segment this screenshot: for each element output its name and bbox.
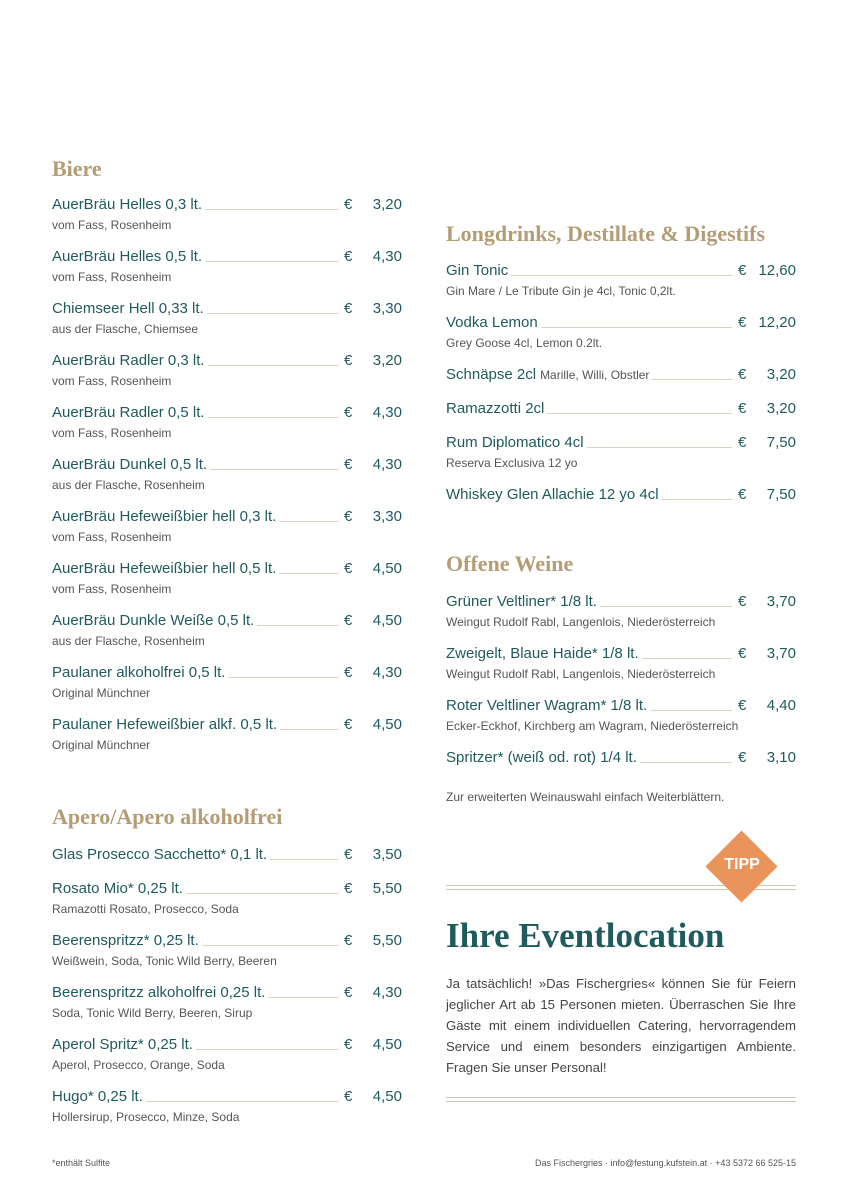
- currency-symbol: €: [344, 1036, 353, 1053]
- menu-item: [446, 432, 796, 484]
- currency-symbol: €: [344, 1088, 353, 1105]
- section-weine: [446, 549, 796, 766]
- item-price: 3,20: [766, 366, 796, 383]
- menu-item: [52, 1086, 402, 1138]
- menu-item: [446, 747, 796, 781]
- item-description: vom Fass, Rosenheim: [52, 218, 172, 232]
- menu-item-row: [446, 484, 796, 506]
- item-note: Marille, Willi, Obstler: [540, 368, 650, 382]
- item-price: 4,50: [372, 1036, 402, 1053]
- menu-item: [52, 350, 402, 402]
- menu-item: [446, 312, 796, 364]
- item-name: Rum Diplomatico 4cl: [446, 434, 584, 451]
- item-name: AuerBräu Radler 0,5 lt.: [52, 404, 205, 421]
- item-description: Grey Goose 4cl, Lemon 0.2lt.: [446, 336, 603, 350]
- menu-item-row: [446, 312, 796, 334]
- item-description: Aperol, Prosecco, Orange, Soda: [52, 1058, 225, 1072]
- item-name: Schnäpse 2cl: [446, 366, 537, 383]
- leader-line: [202, 944, 338, 946]
- item-price: 4,40: [766, 697, 796, 714]
- leader-line: [208, 416, 338, 418]
- item-name: Whiskey Glen Allachie 12 yo 4cl: [446, 486, 659, 503]
- item-price: 4,50: [372, 560, 402, 577]
- item-list: [446, 260, 796, 518]
- item-name: Beerenspritzz* 0,25 lt.: [52, 932, 199, 949]
- item-price: 3,30: [372, 508, 402, 525]
- item-price: 4,30: [372, 404, 402, 421]
- item-name: Paulaner Hefeweißbier alkf. 0,5 lt.: [52, 716, 278, 733]
- leader-line: [279, 520, 338, 522]
- item-price: 4,30: [372, 456, 402, 473]
- menu-item: [52, 454, 402, 506]
- leader-line: [541, 326, 732, 328]
- leader-line: [146, 1100, 338, 1102]
- item-name: Hugo* 0,25 lt.: [52, 1088, 143, 1105]
- leader-line: [640, 761, 732, 763]
- menu-item: [446, 398, 796, 432]
- menu-item: [52, 662, 402, 714]
- menu-item-row: [52, 506, 402, 528]
- footer-contact: Das Fischergries · info@festung.kufstein.at · +43 5372 66 525-15: [534, 1158, 796, 1168]
- item-price: 12,20: [758, 314, 796, 331]
- item-description: vom Fass, Rosenheim: [52, 582, 172, 596]
- item-name: Aperol Spritz* 0,25 lt.: [52, 1036, 193, 1053]
- currency-symbol: €: [738, 593, 747, 610]
- event-text: Ja tatsächlich! »Das Fischergries« können Sie für Feiern jeglicher Art ab 15 Personen mieten. Überraschen Sie Ihre Gäste mit einem individuellen Catering, hervorragendem Service und einem besonders einzigartigen Ambiente. Fragen Sie unser Personal!: [446, 976, 796, 1075]
- item-list: [52, 844, 402, 1138]
- section-apero: [52, 802, 402, 1124]
- currency-symbol: €: [738, 486, 747, 503]
- item-price: 5,50: [372, 880, 402, 897]
- leader-line: [257, 624, 338, 626]
- menu-item-row: [52, 558, 402, 580]
- item-description: Reserva Exclusiva 12 yo: [446, 456, 578, 470]
- menu-item-row: [52, 1086, 402, 1108]
- menu-item-row: [52, 982, 402, 1004]
- menu-item-row: [52, 662, 402, 684]
- item-price: 7,50: [766, 486, 796, 503]
- footer-note: *enthält Sulfite: [52, 1158, 111, 1168]
- leader-line: [547, 412, 732, 414]
- item-description: aus der Flasche, Chiemsee: [52, 322, 199, 336]
- item-description: aus der Flasche, Rosenheim: [52, 634, 205, 648]
- currency-symbol: €: [344, 932, 353, 949]
- item-price: 4,50: [372, 716, 402, 733]
- menu-item: [52, 1034, 402, 1086]
- item-name: Zweigelt, Blaue Haide* 1/8 lt.: [446, 645, 639, 662]
- item-price: 3,20: [372, 196, 402, 213]
- item-name: Glas Prosecco Sacchetto* 0,1 lt.: [52, 846, 268, 863]
- item-description: vom Fass, Rosenheim: [52, 374, 172, 388]
- menu-item: [52, 402, 402, 454]
- item-name: Roter Veltliner Wagram* 1/8 lt.: [446, 697, 648, 714]
- item-price: 3,20: [766, 400, 796, 417]
- item-description: Ramazotti Rosato, Prosecco, Soda: [52, 902, 239, 916]
- menu-item-row: [446, 398, 796, 420]
- leader-line: [205, 260, 338, 262]
- menu-item-row: [52, 610, 402, 632]
- item-name: AuerBräu Hefeweißbier hell 0,5 lt.: [52, 560, 277, 577]
- menu-item: [52, 844, 402, 878]
- item-description: Soda, Tonic Wild Berry, Beeren, Sirup: [52, 1006, 253, 1020]
- menu-item-row: [52, 246, 402, 268]
- leader-line: [207, 312, 338, 314]
- item-name: AuerBräu Helles 0,5 lt.: [52, 248, 203, 265]
- menu-item-row: [52, 298, 402, 320]
- leader-line: [196, 1048, 338, 1050]
- item-price: 4,30: [372, 248, 402, 265]
- currency-symbol: €: [344, 560, 353, 577]
- menu-item-row: [446, 364, 796, 386]
- leader-line: [210, 468, 338, 470]
- item-name: Ramazzotti 2cl: [446, 400, 545, 417]
- currency-symbol: €: [344, 196, 353, 213]
- currency-symbol: €: [738, 645, 747, 662]
- item-name: Gin Tonic: [446, 262, 509, 279]
- currency-symbol: €: [344, 846, 353, 863]
- menu-item: [52, 246, 402, 298]
- currency-symbol: €: [344, 456, 353, 473]
- leader-line: [650, 709, 732, 711]
- menu-item-row: [52, 194, 402, 216]
- leader-line: [208, 364, 338, 366]
- item-name: Beerenspritzz alkoholfrei 0,25 lt.: [52, 984, 266, 1001]
- leader-line: [280, 728, 338, 730]
- currency-symbol: €: [738, 366, 747, 383]
- menu-item: [446, 260, 796, 312]
- menu-item-row: [52, 454, 402, 476]
- menu-item-row: [52, 350, 402, 372]
- leader-line: [652, 378, 732, 380]
- item-price: 3,20: [372, 352, 402, 369]
- item-name: Rosato Mio* 0,25 lt.: [52, 880, 183, 897]
- item-name: Grüner Veltliner* 1/8 lt.: [446, 593, 597, 610]
- currency-symbol: €: [344, 404, 353, 421]
- menu-item: [52, 982, 402, 1034]
- item-price: 3,50: [372, 846, 402, 863]
- currency-symbol: €: [344, 352, 353, 369]
- menu-item-row: [446, 747, 796, 769]
- item-description: vom Fass, Rosenheim: [52, 270, 172, 284]
- menu-item-row: [52, 714, 402, 736]
- item-name: AuerBräu Dunkle Weiße 0,5 lt.: [52, 612, 255, 629]
- menu-item-row: [446, 432, 796, 454]
- section-title: Biere: [52, 156, 102, 181]
- menu-item: [52, 930, 402, 982]
- item-description: Original Münchner: [52, 738, 151, 752]
- leader-line: [662, 498, 732, 500]
- menu-item-row: [446, 591, 796, 613]
- item-name: Vodka Lemon: [446, 314, 538, 331]
- item-name: AuerBräu Helles 0,3 lt.: [52, 196, 203, 213]
- currency-symbol: €: [344, 300, 353, 317]
- currency-symbol: €: [738, 749, 747, 766]
- item-name: Chiemseer Hell 0,33 lt.: [52, 300, 204, 317]
- leader-line: [511, 274, 732, 276]
- menu-item-row: [446, 643, 796, 665]
- section-title: Apero/Apero alkoholfrei: [52, 804, 283, 829]
- currency-symbol: €: [344, 664, 353, 681]
- item-price: 3,10: [766, 749, 796, 766]
- item-description: Original Münchner: [52, 686, 151, 700]
- wine-note: Zur erweiterten Weinauswahl einfach Weiterblättern.: [446, 790, 725, 804]
- currency-symbol: €: [738, 434, 747, 451]
- tipp-badge: TIPP: [724, 856, 760, 873]
- item-price: 3,70: [766, 593, 796, 610]
- currency-symbol: €: [738, 697, 747, 714]
- section-title: Offene Weine: [446, 551, 574, 576]
- currency-symbol: €: [344, 716, 353, 733]
- item-name: Paulaner alkoholfrei 0,5 lt.: [52, 664, 226, 681]
- item-price: 4,50: [372, 612, 402, 629]
- leader-line: [205, 208, 338, 210]
- leader-line: [268, 996, 338, 998]
- event-title: Ihre Eventlocation: [446, 916, 725, 955]
- menu-item: [446, 643, 796, 695]
- menu-item: [446, 484, 796, 518]
- menu-item-row: [52, 878, 402, 900]
- item-name: AuerBräu Hefeweißbier hell 0,3 lt.: [52, 508, 277, 525]
- leader-line: [642, 657, 732, 659]
- item-price: 7,50: [766, 434, 796, 451]
- currency-symbol: €: [738, 262, 747, 279]
- section-longdrinks: [446, 219, 796, 503]
- item-description: Weingut Rudolf Rabl, Langenlois, Niederösterreich: [446, 615, 716, 629]
- leader-line: [279, 572, 338, 574]
- menu-item: [52, 506, 402, 558]
- menu-item: [446, 695, 796, 747]
- item-price: 3,30: [372, 300, 402, 317]
- currency-symbol: €: [344, 248, 353, 265]
- leader-line: [587, 446, 732, 448]
- leader-line: [228, 676, 338, 678]
- leader-line: [186, 892, 338, 894]
- item-description: aus der Flasche, Rosenheim: [52, 478, 205, 492]
- menu-item: [52, 714, 402, 766]
- menu-item: [446, 591, 796, 643]
- menu-item: [52, 610, 402, 662]
- item-list: [52, 194, 402, 766]
- item-price: 3,70: [766, 645, 796, 662]
- item-description: Ecker-Eckhof, Kirchberg am Wagram, Niederösterreich: [446, 719, 739, 733]
- menu-item-row: [52, 402, 402, 424]
- item-description: vom Fass, Rosenheim: [52, 530, 172, 544]
- currency-symbol: €: [738, 400, 747, 417]
- menu-item-row: [446, 260, 796, 282]
- item-description: Weißwein, Soda, Tonic Wild Berry, Beeren: [52, 954, 277, 968]
- item-price: 4,50: [372, 1088, 402, 1105]
- leader-line: [600, 605, 732, 607]
- item-name: AuerBräu Radler 0,3 lt.: [52, 352, 205, 369]
- menu-item: [52, 558, 402, 610]
- section-title: Longdrinks, Destillate & Digestifs: [446, 221, 765, 246]
- item-description: Gin Mare / Le Tribute Gin je 4cl, Tonic 0,2lt.: [446, 284, 676, 298]
- menu-item: [52, 878, 402, 930]
- item-name: Spritzer* (weiß od. rot) 1/4 lt.: [446, 749, 637, 766]
- item-name: AuerBräu Dunkel 0,5 lt.: [52, 456, 208, 473]
- item-description: vom Fass, Rosenheim: [52, 426, 172, 440]
- menu-item-row: [52, 930, 402, 952]
- menu-item: [52, 298, 402, 350]
- leader-line: [270, 858, 338, 860]
- item-description: Weingut Rudolf Rabl, Langenlois, Niederösterreich: [446, 667, 716, 681]
- currency-symbol: €: [344, 508, 353, 525]
- item-price: 4,30: [372, 984, 402, 1001]
- menu-item: [446, 364, 796, 398]
- currency-symbol: €: [344, 612, 353, 629]
- menu-item-row: [446, 695, 796, 717]
- currency-symbol: €: [344, 880, 353, 897]
- menu-item: [52, 194, 402, 246]
- item-description: Hollersirup, Prosecco, Minze, Soda: [52, 1110, 240, 1124]
- item-list: [446, 591, 796, 781]
- currency-symbol: €: [738, 314, 747, 331]
- divider: [446, 1097, 796, 1102]
- section-biere: [52, 154, 402, 752]
- currency-symbol: €: [344, 984, 353, 1001]
- item-price: 5,50: [372, 932, 402, 949]
- menu-item-row: [52, 844, 402, 866]
- item-price: 12,60: [758, 262, 796, 279]
- menu-item-row: [52, 1034, 402, 1056]
- item-price: 4,30: [372, 664, 402, 681]
